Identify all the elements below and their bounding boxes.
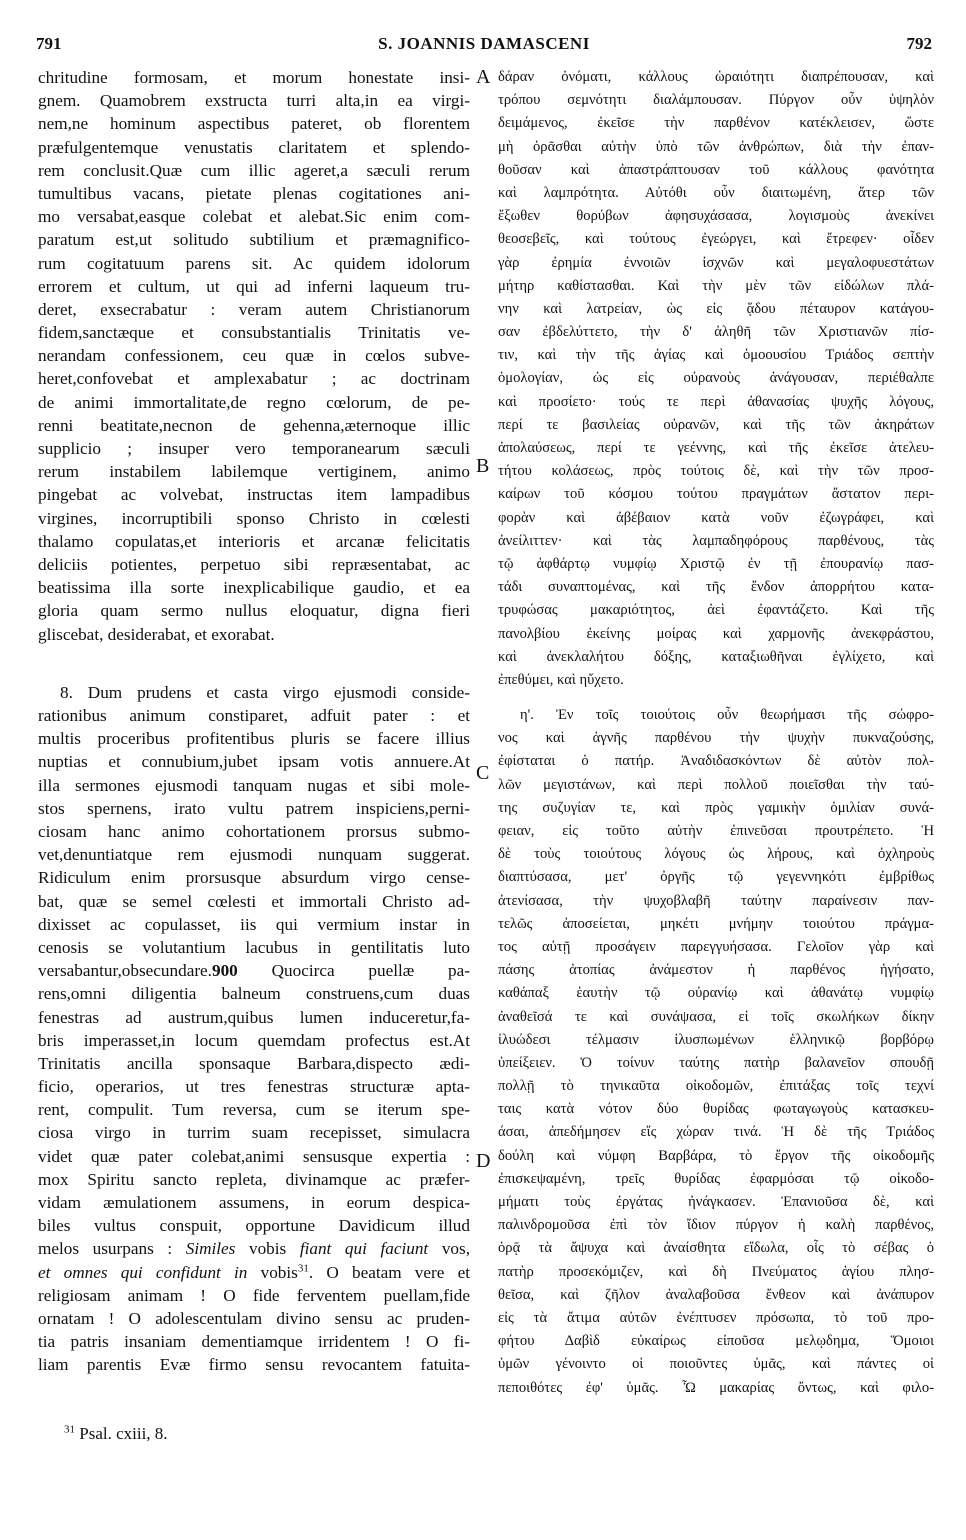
text-line: δειμάμενος, ἐκεῖσε τὴν παρθένον κατέκλεισεν, ὥστε (498, 115, 934, 132)
text-line: religiosam animam ! O fide ferventem puellam,fide (38, 1285, 470, 1305)
text-line: τιν, καὶ τὴν τῆς ἁγίας καὶ ὁμοουσίου Τριάδος σεπτὴν (498, 347, 934, 364)
text-line: θεῖσα, καὶ ζῆλον ἀναλαβοῦσα ἔνθεον καὶ ἀνάπυρον (498, 1286, 934, 1303)
text-line: ciosam hanc animo cohortationem prorsus submo- (38, 822, 470, 841)
text-line: καίρων τοῦ κόσμου τούτου πραγμάτων ἄστατον περι- (498, 486, 934, 503)
text-line (38, 1261, 470, 1284)
text-line: ἀναθεῖσά τε καὶ συνάψασα, εἰ τοῖς σκωλήκων δίκην (498, 1008, 934, 1025)
text-line: 8. Dum prudens et casta virgo ejusmodi conside- (60, 682, 470, 702)
text-line: ὑμῶν γένοιντο οἱ ποιοῦντες ὑμᾶς, καὶ πάντες οἱ (498, 1356, 934, 1373)
text-line: rerum instabilem labilemque vertiginem, animo (38, 462, 470, 482)
quote-italic: Similes (172, 1239, 236, 1259)
text-line: ciosa virgo in turrim suam recepisset, simulacra (38, 1123, 470, 1143)
margin-marker-c: C (476, 762, 490, 784)
running-title: S. JOANNIS DAMASCENI (378, 34, 590, 53)
page-number-left: 791 (36, 34, 62, 53)
text-line: τος αὐτῇ προσάγειν παρεγγυήσασα. Γελοῖον γὰρ καὶ (498, 938, 934, 955)
text-line: ἐπισκεψαμένη, τρεῖς θυρίδας ἐφαρμόσαι τῷ οἰκοδο- (498, 1170, 934, 1187)
text-line: μὴ ὁρᾶσθαι αὐτὴν ὑπὸ τῶν ἀνθρώπων, διὰ τὴν ἐπαν- (498, 138, 934, 155)
text-line: πανολβίου ἐκείνης μοίρας καὶ χαρμονῆς ἀνεκφράστου, (498, 625, 934, 642)
text-line: tumultibus vacans, pietate plenas cogitationes ani- (38, 183, 470, 203)
text-line (38, 959, 470, 982)
text-line: τῷ ἀφθάρτῳ νυμφίῳ Χριστῷ ἐν τῇ ἐπουρανίῳ πασ- (498, 555, 934, 572)
page-number-right: 792 (906, 34, 932, 53)
text-line: λῶν μεγιστάνων, καὶ περὶ πολλοῦ ποιεῖσθαι τὴν ταύ- (498, 776, 934, 793)
text-line: præfulgentemque venustatis claritatem et splendo- (38, 137, 470, 157)
text-line: deliciis potientes, perpetuo sibi repræsentabat, ac (38, 554, 470, 574)
greek-column (498, 66, 934, 1400)
text-line: cenosis se volutantium lacubus in gentilitatis luto (38, 937, 470, 957)
text-line: ἀπολαύσεως, περί τε γεέννης, καὶ τῆς ἐκεῖσε ἀτελευ- (498, 440, 934, 456)
text-line: φήτου Δαβὶδ εὐκαίρως εἰποῦσα μελῳδημα, Ὅμοιοι (498, 1333, 934, 1350)
text-line: rationibus animum constiparet, adfuit pater : et (38, 706, 470, 726)
footnote-number: 31 (64, 1423, 75, 1436)
text-line: ταις κατὰ νότον δύο θυρίδας φωταγωγοὺς κατασκευ- (498, 1101, 934, 1118)
footnote (64, 1424, 168, 1444)
text-line: διαπτύσασα, μετ' ὀργῆς τῷ γεγεννηκότι ἐμβρίθως (498, 869, 934, 886)
text-line: της συζυγίαν τε, καὶ πρὸς γαμικὴν ὁμιλίαν συνά- (498, 799, 934, 816)
text-line: multis proceribus profitentibus pluris se facere illius (38, 729, 470, 749)
text-line: gnem. Quamobrem exstructa turri alta,in ea virgi- (38, 91, 470, 111)
quote-plain: vobis (247, 1262, 298, 1282)
text-line: νος καὶ ἁγνῆς παρθένου τὴν ψυχὴν πυκναζούσης, (498, 730, 934, 747)
text-line: καὶ ἀνεκλαλήτου δόξης, καταξιωθῆναι ἐγλίχετο, καὶ (498, 648, 934, 665)
text-line: de animi immortalitate,de regno cœlorum, de pe- (38, 392, 470, 412)
text-line: ὁμολογίαν, ὡς εἰς οὐρανοὺς ἀνάγουσαν, περιέθαλπε (498, 370, 934, 387)
text-line: rem conclusit.Quæ cum illic ageret,a sæculi rerum (38, 160, 470, 180)
text-line: ornatam ! O adolescentulam divino sensu ac pruden- (38, 1308, 470, 1328)
text-line: θεοσεβεῖς, καὶ τούτους ἐγεώργει, καὶ ἔτρεφεν· οἶδεν (498, 231, 934, 248)
text-line: mo versabat,easque colebat et alebat.Sic enim com- (38, 207, 470, 227)
margin-marker-d: D (476, 1150, 491, 1172)
text-line: άσαι, ἀπεδήμησεν εἴς χώραν τινά. Ἡ δὲ τῆς Τριάδος (498, 1124, 934, 1141)
text-line: πατὴρ προσεκόμιζεν, καὶ δὴ Πνεύματος ἁγίου πλησ- (498, 1263, 934, 1280)
text-line: καθάπαξ ἑαυτὴν τῷ οὐρανίῳ καὶ ἀθανάτῳ νυμφίῳ (498, 985, 934, 1002)
text-line: nerandam confessionem, ceu quæ in cœlos subve- (38, 346, 470, 366)
text-line: fidem,sanctæque et consubstantialis Trinitatis ve- (38, 323, 470, 343)
text-line: παλινδρομοῦσα ἐπὶ τὸν ἴδιον πύργον ἡ καλὴ παρθένος, (498, 1217, 934, 1234)
text-line: renni beatitate,necnon de gehenna,æternoque illic (38, 415, 470, 435)
text-line: γὰρ ἐρημία ἐννοιῶν ἰσχνῶν καὶ μεγαλοφυεστάτων (498, 254, 934, 271)
text-line: δὲ τοὺς τοιούτους λόγους ὡς λήρους, καὶ ὀχληροὺς (498, 846, 934, 863)
text-line: ἐπεθύμει, καὶ ηὔχετο. (498, 671, 624, 688)
text-line: beatissima illa sorte inexplicabilique gaudio, et ea (38, 578, 470, 598)
text-line: μήτηρ καθίστασθαι. Καὶ τὴν μὲν τῶν εἰδώλων πλά- (498, 277, 934, 294)
page-header (36, 34, 932, 60)
text-line: chritudine formosam, et morum honestate insi- (38, 68, 470, 87)
quote-plain: vos, (428, 1239, 470, 1259)
text-line: vidam æmulationem assumens, in eorum despica- (38, 1193, 470, 1212)
text-line: φειαν, εἰς τοῦτο αὐτὴν ἐπινεῦσαι προυτρέπετο. Ἡ (498, 823, 934, 839)
text-line: gloria quam sermo nullus eloquatur, digna fieri (38, 601, 470, 621)
text-line-end: Quocirca puellæ pa- (237, 961, 470, 981)
quote-plain: vobis (235, 1239, 300, 1259)
text-line: περί τε βασιλείας οὐρανῶν, καὶ τῆς τῶν ἀκηράτων (498, 416, 934, 433)
text-line: ἰλυώδεσι τέλμασιν ἰλυσπωμένων ἑλληνικῷ βορβόρῳ (498, 1031, 934, 1048)
quote-italic: et omnes qui confidunt in (38, 1262, 248, 1282)
text-line (38, 1237, 470, 1260)
text-line: η'. Ἐν τοῖς τοιούτοις οὖν θεωρήμασι τῆς σώφρο- (520, 707, 934, 724)
text-line-start: versabantur,obsecundare. (38, 961, 212, 981)
text-line: thalamo copulatas,et interioris et arcanæ felicitatis (38, 531, 470, 551)
text-line: ὑπείξειεν. Ὁ τοίνυν ταύτης πατὴρ βαλανεῖον σπουδῇ (498, 1054, 934, 1071)
text-line: σαν ἐβδελύττετο, τὴν δ' ἀληθῆ τῶν Χριστιανῶν πίσ- (498, 324, 934, 341)
text-line: τήτου κολάσεως, πρὸς τούτοις δὲ, καὶ τὴν τῶν προσ- (498, 463, 934, 480)
text-line: τελῶς ἀποσείεται, μηκέτι μνήμην τοιούτου πράγμα- (498, 915, 934, 932)
text-line: gliscebat, desiderabat, et exorabat. (38, 624, 275, 644)
text-line: ficio, operarios, ut tres fenestras structuræ apta- (38, 1077, 470, 1097)
text-line: ἀτενίσασα, τὴν ψυχοβλαβῆ ταύτην παραίνεσιν παν- (498, 892, 934, 909)
text-line: errorem et cultum, ut qui ad inferni laqueum tru- (38, 276, 470, 296)
footnote-ref: 31 (297, 1261, 309, 1274)
margin-marker-a: A (476, 66, 491, 88)
text-line: καὶ λαμπρότητα. Αὐτόθι οὖν διαιτωμένη, ἅτερ τῶν (498, 184, 934, 201)
text-line: paratum est,ut solitudo subtilium et præmagnifico- (38, 230, 470, 250)
text-line: mox Spiritu sancto repleta, divinamque ac præfer- (38, 1169, 470, 1189)
text-line: τρυφώσας μακαριότητος, ἀεὶ ἐφαντάζετο. Καὶ τῆς (498, 602, 934, 619)
text-line: τάδι συναπτομένας, καὶ τῆς ἔνδον ἀπορρήτου κατα- (498, 579, 934, 596)
text-line-start: melos usurpans : (38, 1239, 173, 1259)
text-line: dixisset ac copulasset, iis qui vermium instar in (38, 914, 470, 934)
column-number: 900 (211, 961, 238, 981)
text-line: bat, quæ se semel cœlesti et immortali Christo ad- (38, 891, 470, 911)
text-line: rent, compulit. Tum reversa, cum se iterum spe- (38, 1100, 470, 1120)
text-line: πάσης ἀτοπίας ἀνάμεστον ἡ παρθένος ἡγήσατο, (498, 962, 934, 979)
text-line: νην καὶ λατρείαν, ὡς εἰς ᾅδου πέταυρον κατάγου- (498, 300, 934, 317)
text-line: fenestras ad austrum,quibus lumen induceretur,fa- (38, 1007, 470, 1027)
text-line: φορὰν καὶ ἀβέβαιον κατὰ νοῦν ἐζωγράφει, καὶ (498, 509, 934, 526)
text-line: εἰς τὰ ἄτιμα αὐτῶν ἐνέπτυσεν πρόσωπα, τὸ τοῦ προ- (498, 1309, 934, 1326)
text-line: biles vultus conspuit, opportune Davidicum illud (38, 1216, 470, 1236)
text-line: deret, exsecrabatur : veram autem Christianorum (38, 299, 470, 319)
text-line: nem,ne hominum aspectibus pateret, ob florentem (38, 114, 470, 134)
quote-italic: fiant qui faciunt (299, 1239, 429, 1259)
margin-marker-b: B (476, 455, 490, 477)
text-line: supplicio ; insuper vero temporanearum sæculi (38, 439, 470, 458)
text-line: πεποιθότες ἐφ' ὑμᾶς. Ὦ μακαρίας ὄντως, καὶ φιλο- (498, 1379, 934, 1396)
latin-column (38, 66, 470, 1377)
text-line: πολλῇ τὸ τηνικαῦτα οἰκοδομῶν, ἐπιτάξας τοῖς τεχνί (498, 1078, 934, 1095)
text-line: δάραν ὀνόματι, κάλλους ὡραιότητι διαπρέπουσαν, καὶ (498, 69, 934, 85)
text-line: θοῦσαν καὶ ἀπαστράπτουσαν τοῦ κάλλους φανότητα (498, 161, 934, 178)
text-line: virgines, incorruptibili sponso Christo in cœlesti (38, 508, 470, 528)
text-line: ἔξωθεν θορύβων ἀφησυχάσασα, λογισμοὺς ἀνεκίνει (498, 208, 934, 225)
text-line: heret,confovebat et amplexabatur ; ac doctrinam (38, 369, 470, 389)
text-line: ἐφίσταται ὁ πατήρ. Ἀναδιδασκόντων δὲ αὐτὸν πολ- (498, 753, 934, 770)
text-line: rum cogitatuum parens sit. Ac quidem idolorum (38, 253, 470, 273)
footnote-text: Psal. cxiii, 8. (75, 1424, 168, 1443)
quote-plain: . O beatam vere et (308, 1262, 470, 1282)
text-line: tia patris insaniam dementiamque irridentem ! O fi- (38, 1332, 470, 1352)
text-line: ὁρᾷ τὰ ἄψυχα καὶ ἀναίσθητα εἴδωλα, οἷς τὸ σέβας ὁ (498, 1240, 934, 1257)
text-line: Ridiculum enim prorsusque absurdum virgo cense- (38, 868, 470, 888)
text-line: illa sermones ejusmodi tanquam nugas et sibi mole- (38, 775, 470, 795)
text-line: bris imperasset,in locum quemdam profectus est.At (38, 1030, 470, 1050)
text-line: καὶ προσίετο· τούς τε περὶ ἀθανασίας ψυχῆς λόγους, (498, 393, 934, 410)
text-line: stos spernens, irato vultu patrem inspiciens,perni- (38, 798, 470, 818)
text-line: μήματι τοὺς ἐργάτας ἠνάγκασεν. Ἐπανιοῦσα δὲ, καὶ (498, 1194, 934, 1210)
text-line: videt quæ pater colebat,animi sensusque expertia : (38, 1146, 470, 1166)
text-line: ἀνείλιττεν· καὶ τὰς λαμπαδηφόρους παρθένους, τὰς (498, 532, 934, 549)
text-line: rens,omni diligentia balneum construens,cum duas (38, 984, 470, 1004)
text-line: Trinitatis ancilla sponsaque Barbara,dispecto ædi- (38, 1053, 470, 1073)
text-line: δούλη καὶ νύμφη Βαρβάρα, τὸ ἔργον τῆς οἰκοδομῆς (498, 1147, 934, 1164)
text-line: pingebat ac volvebat, instructas item lampadibus (38, 485, 470, 505)
text-line: nuptias et connubium,jubet ipsam votis annuere.At (38, 752, 470, 772)
text-line: τρόπου σεμνότητι διαλάμπουσαν. Πύργον οὖν ὑψηλὸν (498, 92, 934, 109)
text-line: vet,denuntiatque rem ejusmodi nunquam suggerat. (38, 845, 470, 865)
text-line: liam parentis Evæ firmo sensu revocantem fatuita- (38, 1355, 470, 1375)
